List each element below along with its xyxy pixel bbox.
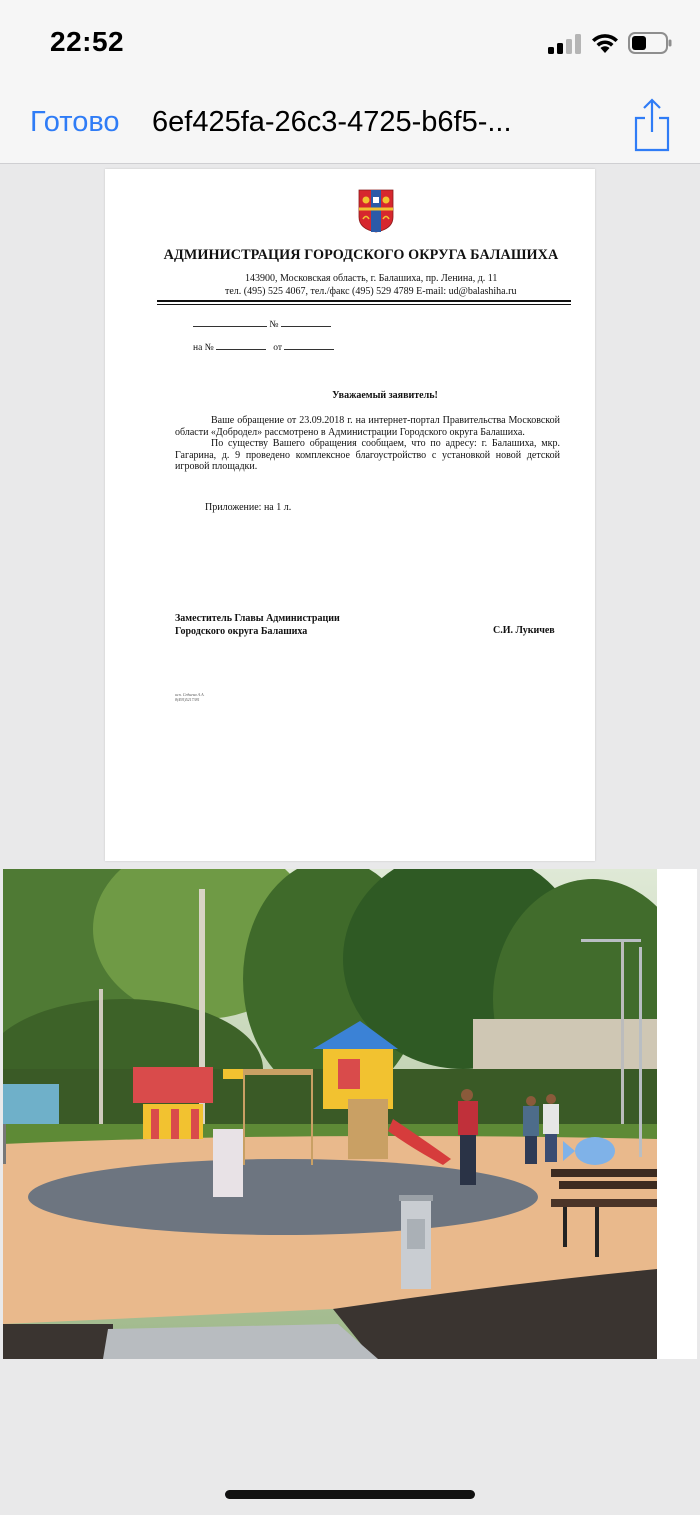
header-rule xyxy=(157,300,571,302)
attachment-note: Приложение: на 1 л. xyxy=(205,502,292,513)
cellular-signal-icon xyxy=(548,34,582,54)
signer-title-line: Заместитель Главы Администрации xyxy=(175,613,340,624)
address-line: 143900, Московская область, г. Балашиха, пр. Ленина, д. 11 xyxy=(245,273,498,284)
from-label: от xyxy=(273,343,283,353)
reg-no-label: № xyxy=(269,320,279,330)
organization-name: АДМИНИСТРАЦИЯ ГОРОДСКОГО ОКРУГА БАЛАШИХА xyxy=(163,247,559,263)
ref-label: на № xyxy=(193,343,214,353)
navigation-bar xyxy=(0,86,700,164)
status-time: 22:52 xyxy=(50,26,125,57)
battery-icon xyxy=(628,32,672,54)
done-button[interactable]: Готово xyxy=(30,106,120,138)
signer-title xyxy=(175,612,340,638)
signer-name: С.И. Лукичев xyxy=(493,625,555,636)
photo-page[interactable] xyxy=(3,869,697,1359)
executor-note: исп. Седнева А.А. 8(495)5217381 xyxy=(175,692,205,702)
city-crest-icon xyxy=(358,189,394,233)
salutation: Уважаемый заявитель! xyxy=(332,390,438,401)
playground-photo xyxy=(3,869,657,1359)
letter-paragraph: Ваше обращение от 23.09.2018 г. на интернет-портал Правительства Московской области «Добродел» рассмотрено в Администрации Городского округа Балашиха. xyxy=(175,415,560,438)
wifi-icon xyxy=(590,31,620,55)
registration-number-line xyxy=(193,319,331,330)
status-bar xyxy=(0,0,700,86)
reference-line xyxy=(193,342,334,353)
letter-paragraph: По существу Вашего обращения сообщаем, что по адресу: г. Балашиха, мкр. Гагарина, д. 9 проведено комплексное благоустройство с установкой новой детской игровой площадки. xyxy=(175,438,560,472)
letter-body xyxy=(175,415,560,473)
share-icon[interactable] xyxy=(632,96,672,152)
document-title: 6ef425fa-26c3-4725-b6f5-... xyxy=(152,106,512,138)
home-indicator[interactable] xyxy=(225,1490,475,1499)
header-rule-thin xyxy=(157,304,571,305)
contacts-line: тел. (495) 525 4067, тел./факс (495) 529 4789 E-mail: ud@balashiha.ru xyxy=(225,286,517,297)
signer-title-line: Городского округа Балашиха xyxy=(175,626,308,637)
document-page[interactable] xyxy=(105,169,595,861)
